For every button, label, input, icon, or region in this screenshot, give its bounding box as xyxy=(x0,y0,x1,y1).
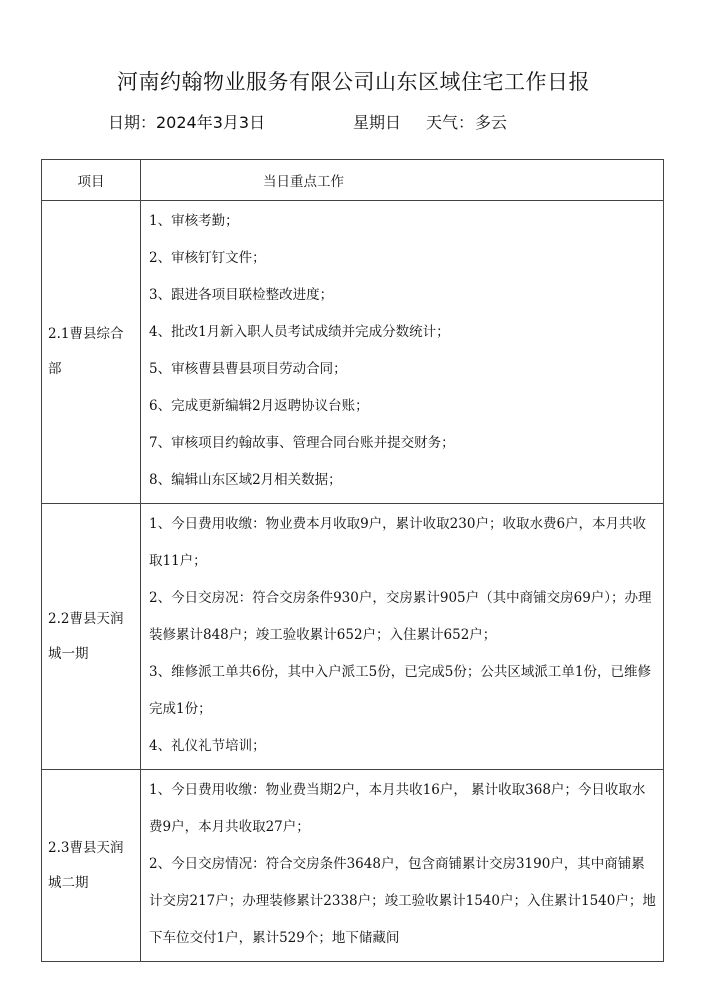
list-item: 2、审核钉钉文件； xyxy=(149,250,266,266)
list-item: 4、批改1月新入职人员考试成绩并完成分数统计； xyxy=(149,324,450,340)
table-row xyxy=(42,504,664,770)
list-item: 6、完成更新编辑2月返聘协议台账； xyxy=(149,398,369,414)
list-item: 3、跟进各项目联检整改进度； xyxy=(149,287,334,303)
list-item: 1、今日费用收缴：物业费本月收取9户，累计收取230户；收取水费6户，本月共收取11户； xyxy=(149,516,647,569)
list-item: 1、今日费用收缴：物业费当期2户，本月共收16户， 累计收取368户；今日收取水费9户，本月共收取27户； xyxy=(149,782,646,835)
weather-value: 多云 xyxy=(475,113,508,132)
list-item: 5、审核曹县曹县项目劳动合同； xyxy=(149,361,347,377)
section-label: 2.3曹县天润城二期 xyxy=(42,770,141,962)
list-item: 8、编辑山东区域2月相关数据； xyxy=(149,472,342,488)
list-item: 2、今日交房情况：符合交房条件3648户，包含商铺累计交房3190户，其中商铺累计交房217户；办理装修累计2338户；竣工验收累计1540户；入住累计1540户；地下车位交付1户，累计529个；地下储藏间 xyxy=(149,856,656,946)
table-row xyxy=(42,201,664,504)
table-header-row xyxy=(42,160,664,201)
list-item: 2、今日交房况：符合交房条件930户，交房累计905户（其中商铺交房69户）；办理装修累计848户；竣工验收累计652户；入住累计652户； xyxy=(149,590,652,643)
weekday: 星期日 xyxy=(353,113,402,132)
section-content xyxy=(141,201,664,504)
report-table xyxy=(41,159,664,962)
weather-label: 天气： xyxy=(426,113,475,132)
section-label: 2.1曹县综合部 xyxy=(42,201,141,504)
list-item: 7、审核项目约翰故事、管理合同台账并提交财务； xyxy=(149,435,455,451)
section-label: 2.2曹县天润城一期 xyxy=(42,504,141,770)
header-work: 当日重点工作 xyxy=(141,160,664,201)
report-title: 河南约翰物业服务有限公司山东区域住宅工作日报 xyxy=(117,70,590,94)
list-item: 3、维修派工单共6份，其中入户派工5份，已完成5份；公共区域派工单1份，已维修完成1份； xyxy=(149,664,651,717)
date-label: 日期： xyxy=(108,113,157,132)
date-value: 2024年3月3日 xyxy=(156,113,266,132)
section-content xyxy=(141,770,664,962)
table-row xyxy=(42,770,664,962)
section-content xyxy=(141,504,664,770)
header-project: 项目 xyxy=(42,160,141,201)
list-item: 4、礼仪礼节培训； xyxy=(149,738,266,754)
list-item: 1、审核考勤； xyxy=(149,213,239,229)
